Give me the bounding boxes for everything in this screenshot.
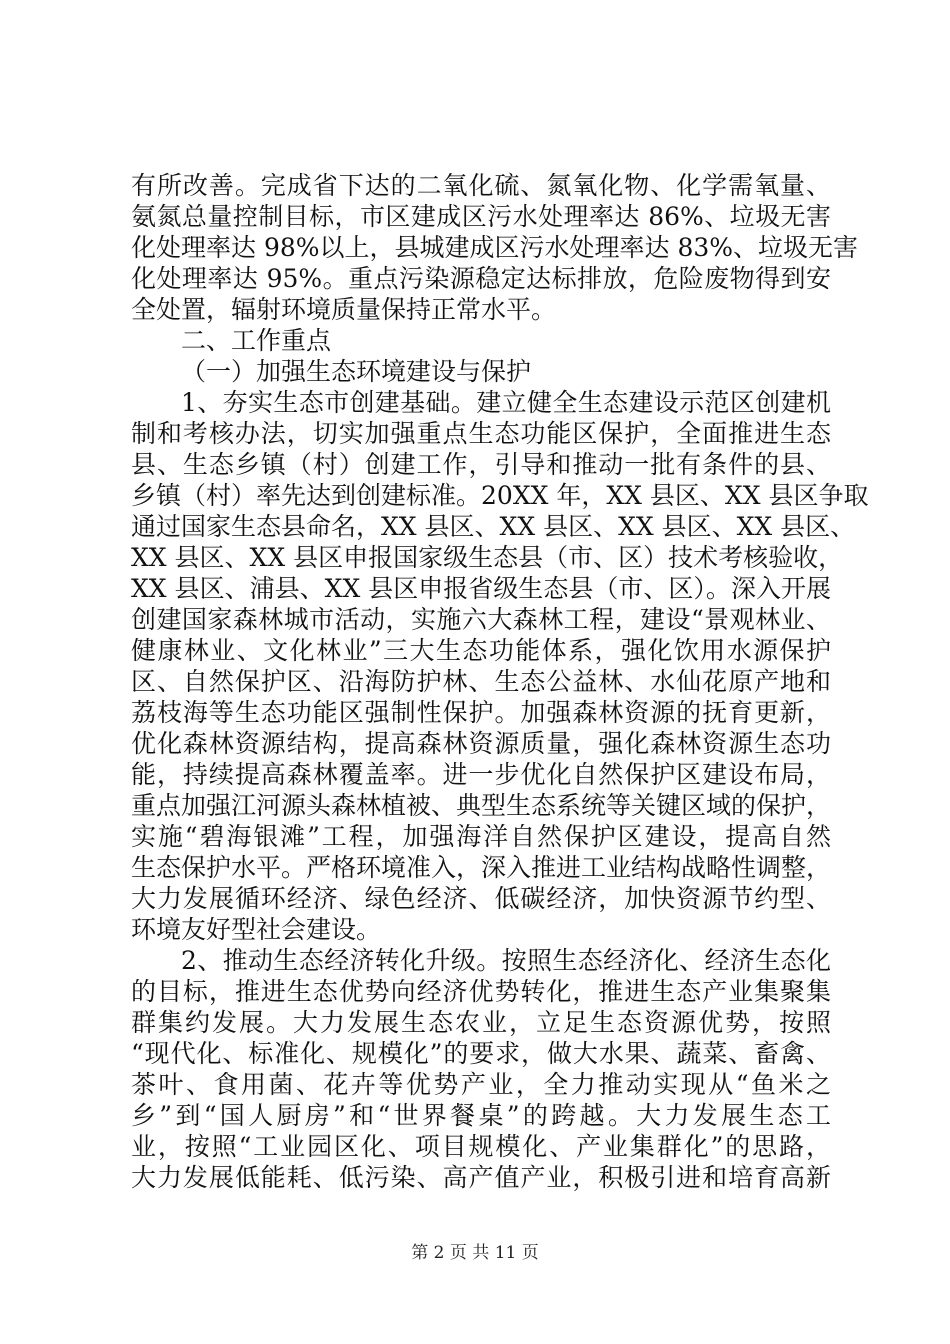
- text-line: 乡镇（村）率先达到创建标准。20XX 年，XX 县区、XX 县区争取: [131, 481, 869, 510]
- text-line: 全处置，辐射环境质量保持正常水平。: [131, 295, 557, 324]
- text-line: 氨氮总量控制目标，市区建成区污水处理率达 86%、垃圾无害: [131, 202, 831, 231]
- text-line: 大力发展低能耗、低污染、高产值产业，积极引进和培育高新: [131, 1163, 831, 1192]
- text-line: 通过国家生态县命名，XX 县区、XX 县区、XX 县区、XX 县区、: [131, 512, 856, 541]
- text-line: 茶叶、食用菌、花卉等优势产业，全力推动实现从“鱼米之: [131, 1070, 831, 1099]
- text-line: 化处理率达 98%以上，县城建成区污水处理率达 83%、垃圾无害: [131, 233, 859, 262]
- text-line: 大力发展循环经济、绿色经济、低碳经济，加快资源节约型、: [131, 884, 831, 913]
- text-line: 制和考核办法，切实加强重点生态功能区保护，全面推进生态: [131, 419, 831, 448]
- paragraph-start: 2、推动生态经济转化升级。按照生态经济化、经济生态化: [181, 946, 831, 975]
- text-line: 荔枝海等生态功能区强制性保护。加强森林资源的抚育更新，: [131, 698, 831, 727]
- text-line: 群集约发展。大力发展生态农业，立足生态资源优势，按照: [131, 1008, 831, 1037]
- page-footer: [0, 1242, 950, 1264]
- text-line: 有所改善。完成省下达的二氧化硫、氮氧化物、化学需氧量、: [131, 171, 831, 200]
- text-line: 能，持续提高森林覆盖率。进一步优化自然保护区建设布局，: [131, 760, 831, 789]
- text-line: XX 县区、XX 县区申报国家级生态县（市、区）技术考核验收，: [131, 543, 844, 572]
- text-line: 创建国家森林城市活动，实施六大森林工程，建设“景观林业、: [131, 605, 831, 634]
- text-line: 业，按照“工业园区化、项目规模化、产业集群化”的思路，: [131, 1132, 831, 1161]
- text-line: 县、生态乡镇（村）创建工作，引导和推动一批有条件的县、: [131, 450, 831, 479]
- text-line: 优化森林资源结构，提高森林资源质量，强化森林资源生态功: [131, 729, 831, 758]
- text-line: “现代化、标准化、规模化”的要求，做大水果、蔬菜、畜禽、: [131, 1039, 831, 1068]
- text-line: 重点加强江河源头森林植被、典型生态系统等关键区域的保护，: [131, 791, 832, 820]
- text-line: 化处理率达 95%。重点污染源稳定达标排放，危险废物得到安: [131, 264, 831, 293]
- subsection-heading: （一）加强生态环境建设与保护: [181, 357, 532, 386]
- text-line: 实施“碧海银滩”工程，加强海洋自然保护区建设，提高自然: [131, 822, 831, 851]
- text-line: 乡”到“国人厨房”和“世界餐桌”的跨越。大力发展生态工: [131, 1101, 831, 1130]
- page-number-label: 第 2 页 共 11 页: [411, 1243, 539, 1263]
- document-body: [131, 170, 869, 1193]
- text-line: XX 县区、浦县、XX 县区申报省级生态县（市、区）。深入开展: [131, 574, 831, 603]
- text-line: 环境友好型社会建设。: [131, 915, 382, 944]
- text-line: 健康林业、文化林业”三大生态功能体系，强化饮用水源保护: [131, 636, 831, 665]
- text-line: 的目标，推进生态优势向经济优势转化，推进生态产业集聚集: [131, 977, 831, 1006]
- text-line: 生态保护水平。严格环境准入，深入推进工业结构战略性调整，: [131, 853, 832, 882]
- section-heading: 二、工作重点: [181, 326, 332, 355]
- text-line: 区、自然保护区、沿海防护林、生态公益林、水仙花原产地和: [131, 667, 831, 696]
- paragraph-start: 1、夯实生态市创建基础。建立健全生态建设示范区创建机: [181, 388, 831, 417]
